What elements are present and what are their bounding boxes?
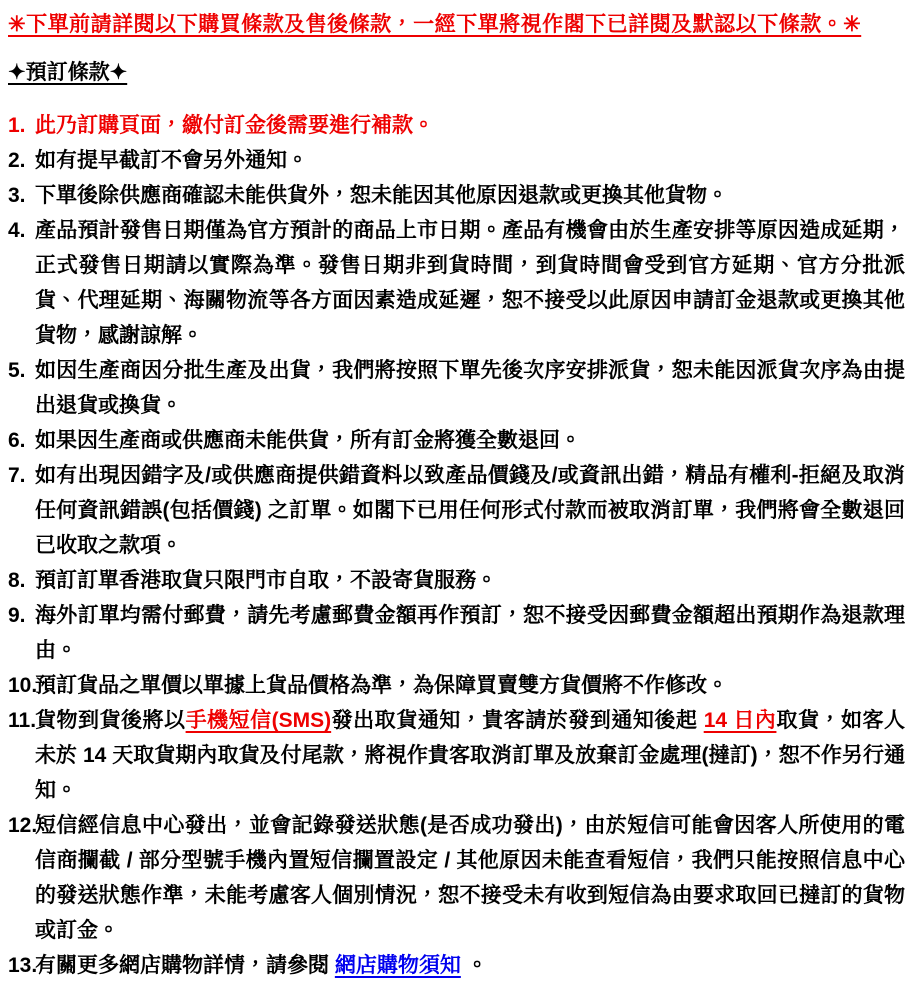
- terms-list: [8, 108, 905, 983]
- term-item: [8, 213, 905, 353]
- term-number: 5.: [8, 359, 26, 382]
- pre-order-notice-banner: ✳下單前請詳閱以下購買條款及售後條款，一經下單將視作閣下已詳閱及默認以下條款。✳: [8, 13, 862, 36]
- term-text: 貨物到貨後將以: [35, 709, 186, 732]
- term-number: 10.: [8, 674, 38, 697]
- term-number: 12.: [8, 814, 38, 837]
- term-number: 1.: [8, 114, 26, 137]
- shop-notice-link[interactable]: 網店購物須知: [334, 954, 461, 977]
- term-item: [8, 703, 905, 808]
- term-item: [8, 808, 905, 948]
- term-text: 產品預計發售日期僅為官方預計的商品上市日期。產品有機會由於生產安排等原因造成延期，正式發售日期請以實際為準。發售日期非到貨時間，到貨時間會受到官方延期、官方分批派貨、代理延期、海關物流等各方面因素造成延遲，恕不接受以此原因申請訂金退款或更換其他貨物，感謝諒解。: [35, 219, 905, 347]
- sms-highlight: 手機短信(SMS): [185, 709, 332, 732]
- term-text: 下單後除供應商確認未能供貨外，恕未能因其他原因退款或更換其他貨物。: [35, 184, 728, 207]
- term-text: 如因生產商因分批生產及出貨，我們將按照下單先後次序安排派貨，恕未能因派貨次序為由提出退貨或換貨。: [35, 359, 905, 417]
- term-item: [8, 353, 905, 423]
- term-text: 海外訂單均需付郵費，請先考慮郵費金額再作預訂，恕不接受因郵費金額超出預期作為退款理由。: [35, 604, 905, 662]
- term-item: [8, 143, 905, 178]
- term-text: 發出取貨通知，貴客請於發到通知後起: [331, 709, 704, 732]
- term-text: 。: [460, 954, 488, 977]
- term-item: [8, 108, 905, 143]
- term-item: [8, 563, 905, 598]
- term-item: [8, 948, 905, 983]
- section-title-preorder-terms: ✦預訂條款✦: [8, 61, 128, 84]
- term-number: 3.: [8, 184, 26, 207]
- term-text: 短信經信息中心發出，並會記錄發送狀態(是否成功發出)，由於短信可能會因客人所使用的電信商攔截 / 部分型號手機內置短信攔置設定 / 其他原因未能查看短信，我們只能按照信息中心的發送狀態作準，未能考慮客人個別情況，恕不接受未有收到短信為由要求取回已撻訂的貨物或訂金。: [35, 814, 905, 942]
- term-number: 2.: [8, 149, 26, 172]
- term-number: 4.: [8, 219, 26, 242]
- term-text: 預訂訂單香港取貨只限門市自取，不設寄貨服務。: [35, 569, 497, 592]
- term-number: 13.: [8, 954, 38, 977]
- term-item: [8, 458, 905, 563]
- term-text: 如有提早截訂不會另外通知。: [35, 149, 308, 172]
- term-item: [8, 598, 905, 668]
- term-number: 11.: [8, 709, 37, 732]
- term-number: 6.: [8, 429, 26, 452]
- term-text: 如果因生產商或供應商未能供貨，所有訂金將獲全數退回。: [35, 429, 581, 452]
- term-text: 如有出現因錯字及/或供應商提供錯資料以致產品價錢及/或資訊出錯，精品有權利-拒絕及取消任何資訊錯誤(包括價錢) 之訂單。如閣下已用任何形式付款而被取消訂單，我們將會全數退回已收取之款項。: [35, 464, 905, 557]
- term-text: 有關更多網店購物詳情，請參閱: [35, 954, 335, 977]
- term-text: 取貨，如客人未於 14 天取貨期內取貨及付尾款，將視作貴客取消訂單及放棄訂金處理(撻訂)，恕不作另行通知。: [35, 709, 905, 802]
- term-number: 7.: [8, 464, 26, 487]
- pickup-days-highlight: 14 日內: [703, 709, 777, 732]
- term-number: 9.: [8, 604, 26, 627]
- term-item: [8, 423, 905, 458]
- term-item: [8, 668, 905, 703]
- term-item: [8, 178, 905, 213]
- term-text: 預訂貨品之單價以單據上貨品價格為準，為保障買賣雙方貨價將不作修改。: [35, 674, 728, 697]
- term-number: 8.: [8, 569, 26, 592]
- term-text: 此乃訂購頁面，繳付訂金後需要進行補款。: [35, 114, 434, 137]
